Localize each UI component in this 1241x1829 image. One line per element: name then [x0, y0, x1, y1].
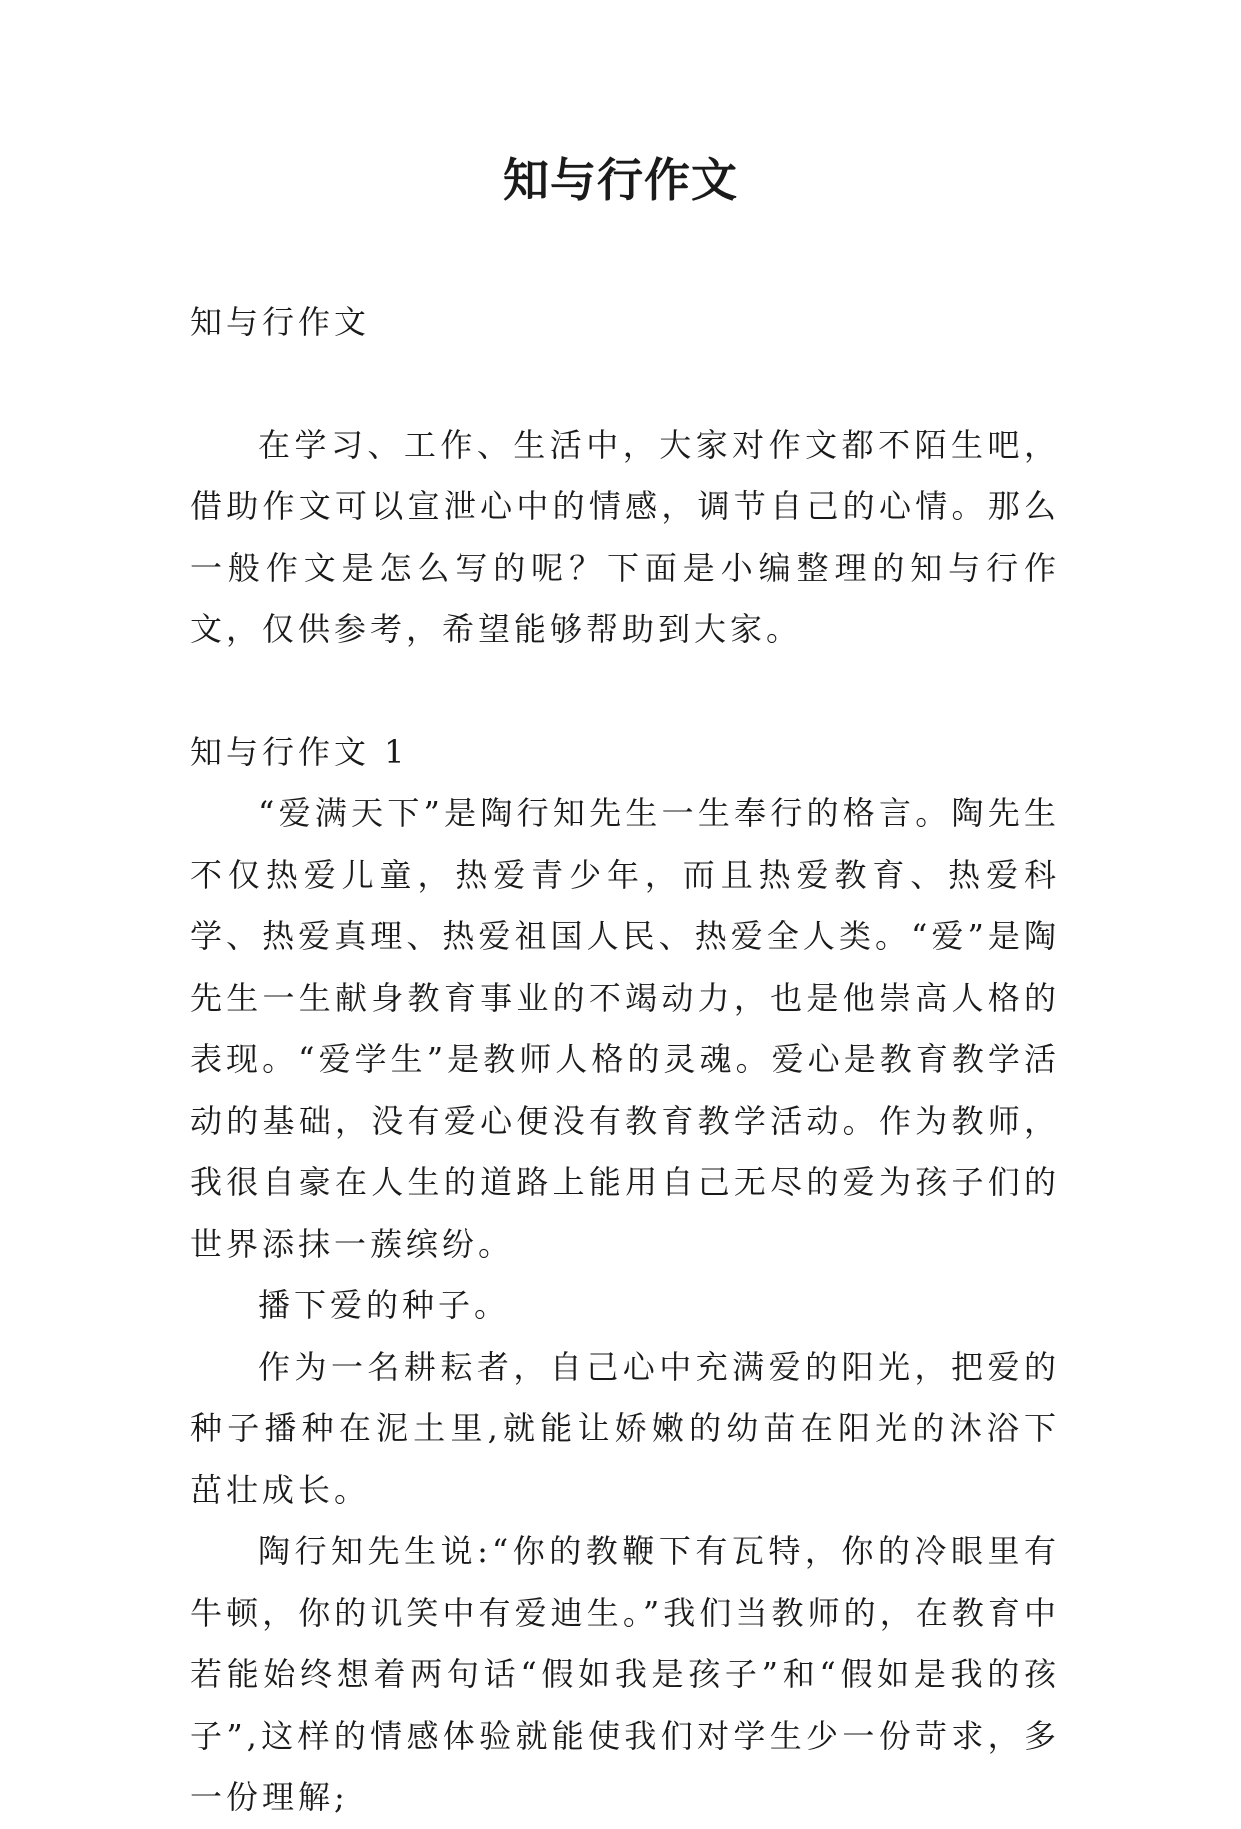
body-paragraph: “爱满天下”是陶行知先生一生奉行的格言。陶先生不仅热爱儿童，热爱青少年，而且热爱教育、热爱科学、热爱真理、热爱祖国人民、热爱全人类。“爱”是陶先生一生献身教育事业的不竭动力，也是他崇高人格的表现。“爱学生”是教师人格的灵魂。爱心是教育教学活动的基础，没有爱心便没有教育教学活动。作为教师，我很自豪在人生的道路上能用自己无尽的爱为孩子们的世界添抹一蔟缤纷。 [190, 794, 1060, 1263]
body-paragraph: 播下爱的种子。 [258, 1286, 511, 1324]
section-heading: 知与行作文 1 [190, 732, 409, 771]
document-title: 知与行作文 [503, 153, 738, 207]
document-body [190, 292, 1060, 1829]
body-paragraph: 作为一名耕耘者，自己心中充满爱的阳光，把爱的种子播种在泥土里,就能让娇嫩的幼苗在阳光的沐浴下茁壮成长。 [190, 1347, 1060, 1509]
intro-paragraph: 在学习、工作、生活中，大家对作文都不陌生吧，借助作文可以宣泄心中的情感，调节自己的心情。那么一般作文是怎么写的呢？下面是小编整理的知与行作文，仅供参考，希望能够帮助到大家。 [190, 425, 1060, 648]
document-subtitle: 知与行作文 [190, 303, 371, 341]
body-paragraph: 陶行知先生说:“你的教鞭下有瓦特，你的冷眼里有牛顿，你的讥笑中有爱迪生。”我们当教师的，在教育中若能始终想着两句话“假如我是孩子”和“假如是我的孩子”,这样的情感体验就能使我们对学生少一份苛求，多一份理解; [190, 1532, 1060, 1816]
